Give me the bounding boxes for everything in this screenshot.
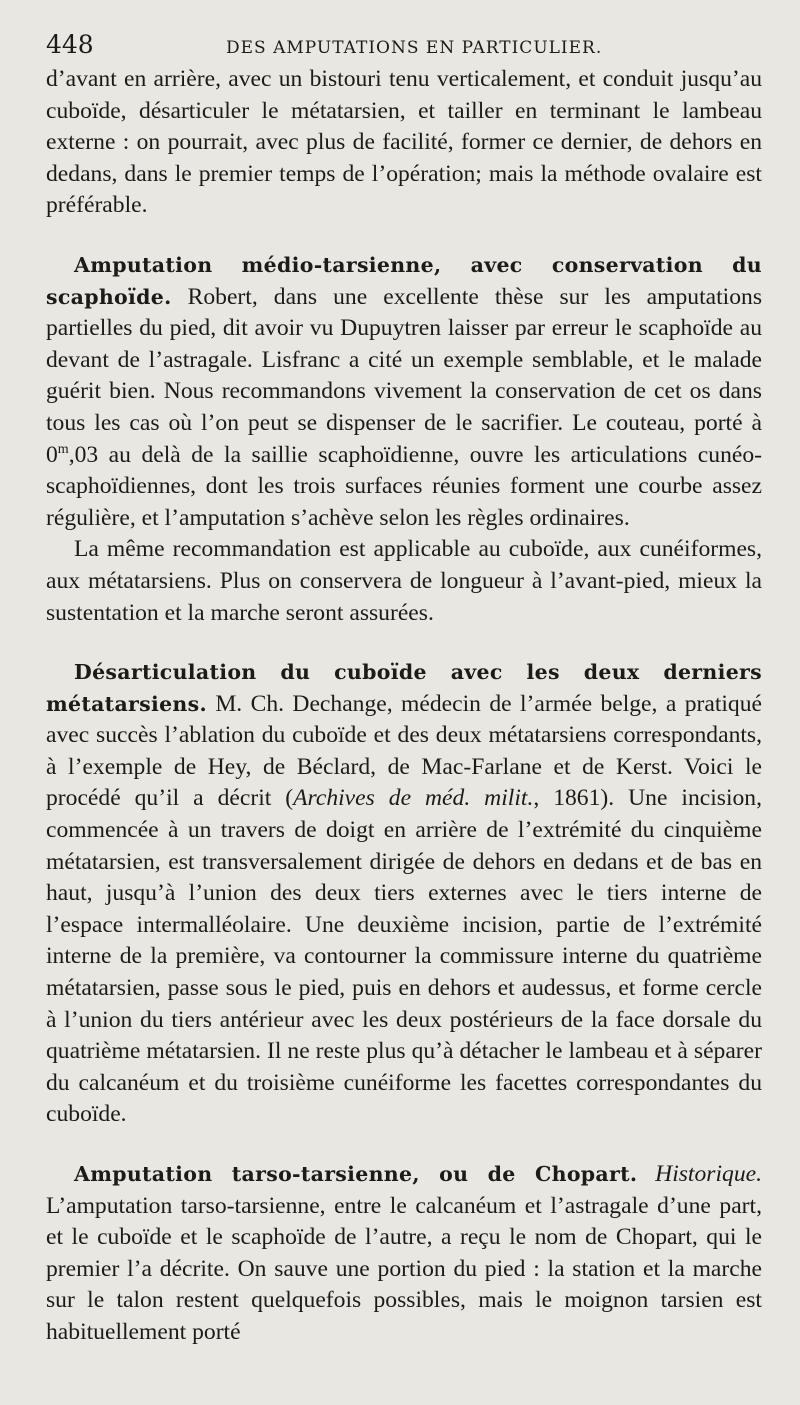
section-subheading: Historique. [655,1161,762,1187]
section-cuboid [46,657,762,1131]
section-heading: Amputation médio-tarsienne, avec conservation du scaphoïde. [46,252,762,309]
section-chopart [46,1159,762,1349]
unit-superscript: m [57,441,69,457]
section-text-continued: ,03 au delà de la saillie scaphoïdienne, ouvre les articulations cunéo-scaphoïdiennes, dont les trois surfaces réunies forment une courbe assez régulière, et l’amputation s’achève selon les règles ordinaires. [46,441,762,531]
section-heading: Amputation tarso-tarsienne, ou de Chopart. [74,1162,638,1186]
section-heading: Désarticulation du cuboïde avec les deux derniers métatarsiens. [46,660,762,716]
section-text: M. Ch. Dechange, médecin de l’armée belge, a pratiqué avec succès l’ablation du cuboïde et des deux métatarsiens correspondants, à l’exemple de Hey, de Béclard, de Mac-Farlane et de Kerst. Voici le procédé qu’il a décrit ( [46,690,762,812]
paragraph-continuation: d’avant en arrière, avec un bistouri tenu verticalement, et conduit jusqu’au cuboïde, désarticuler le métatarsien, et tailler en terminant le lambeau externe : on pourrait, avec plus de facilité, former ce dernier, de dehors en dedans, dans le premier temps de l’opération; mais la méthode ovalaire est préférable. [46,66,762,219]
section-text: L’amputation tarso-tarsienne, entre le calcanéum et l’astragale d’une part, et le cuboïde et le scaphoïde de l’autre, a reçu le nom de Chopart, qui le premier l’a décrite. On sauve une portion du pied : la station et la marche sur le talon restent quelquefois possibles, mais le moignon tarsien est habituellement porté [46,1192,762,1345]
page-number: 448 [46,30,94,59]
section-mediotarsal [46,250,762,534]
paragraph-recommendation: La même recommandation est applicable au cuboïde, aux cunéiformes, aux métatarsiens. Plus on conservera de longueur à l’avant-pied, mieux la sustentation et la marche seront assurées. [46,536,762,626]
section-text-continued: , 1861). Une incision, commencée à un travers de doigt en arrière de l’extrémité du cinquième métatarsien, est transversalement dirigée de dehors en dedans et de bas en haut, jusqu’à l’union des deux tiers externes avec le tiers interne de l’espace intermalléolaire. Une deuxième incision, partie de l’extrémité interne de la première, va contourner la commissure interne du quatrième métatarsien, passe sous le pied, puis en dehors et audessus, et forme cercle à l’union du tiers antérieur avec les deux postérieurs de la face dorsale du quatrième métatarsien. Il ne reste plus qu’à détacher le lambeau et à séparer du calcanéum et du troisième cunéiforme les facettes correspondantes du cuboïde. [46,785,763,1128]
page-header [46,30,762,64]
citation-title: Archives de méd. milit. [293,785,534,812]
running-title: DES AMPUTATIONS EN PARTICULIER. [226,38,603,58]
section-text: Robert, dans une excellente thèse sur les amputations partielles du pied, dit avoir vu Dupuytren laisser par erreur le scaphoïde au devant de l’astragale. Lisfranc a cité un exemple semblable, et le malade guérit bien. Nous recommandons vivement la conservation de cet os dans tous les cas où l’on peut se dispenser de le sacrifier. Le couteau, porté à 0 [46,283,762,468]
page-body [46,64,762,1349]
